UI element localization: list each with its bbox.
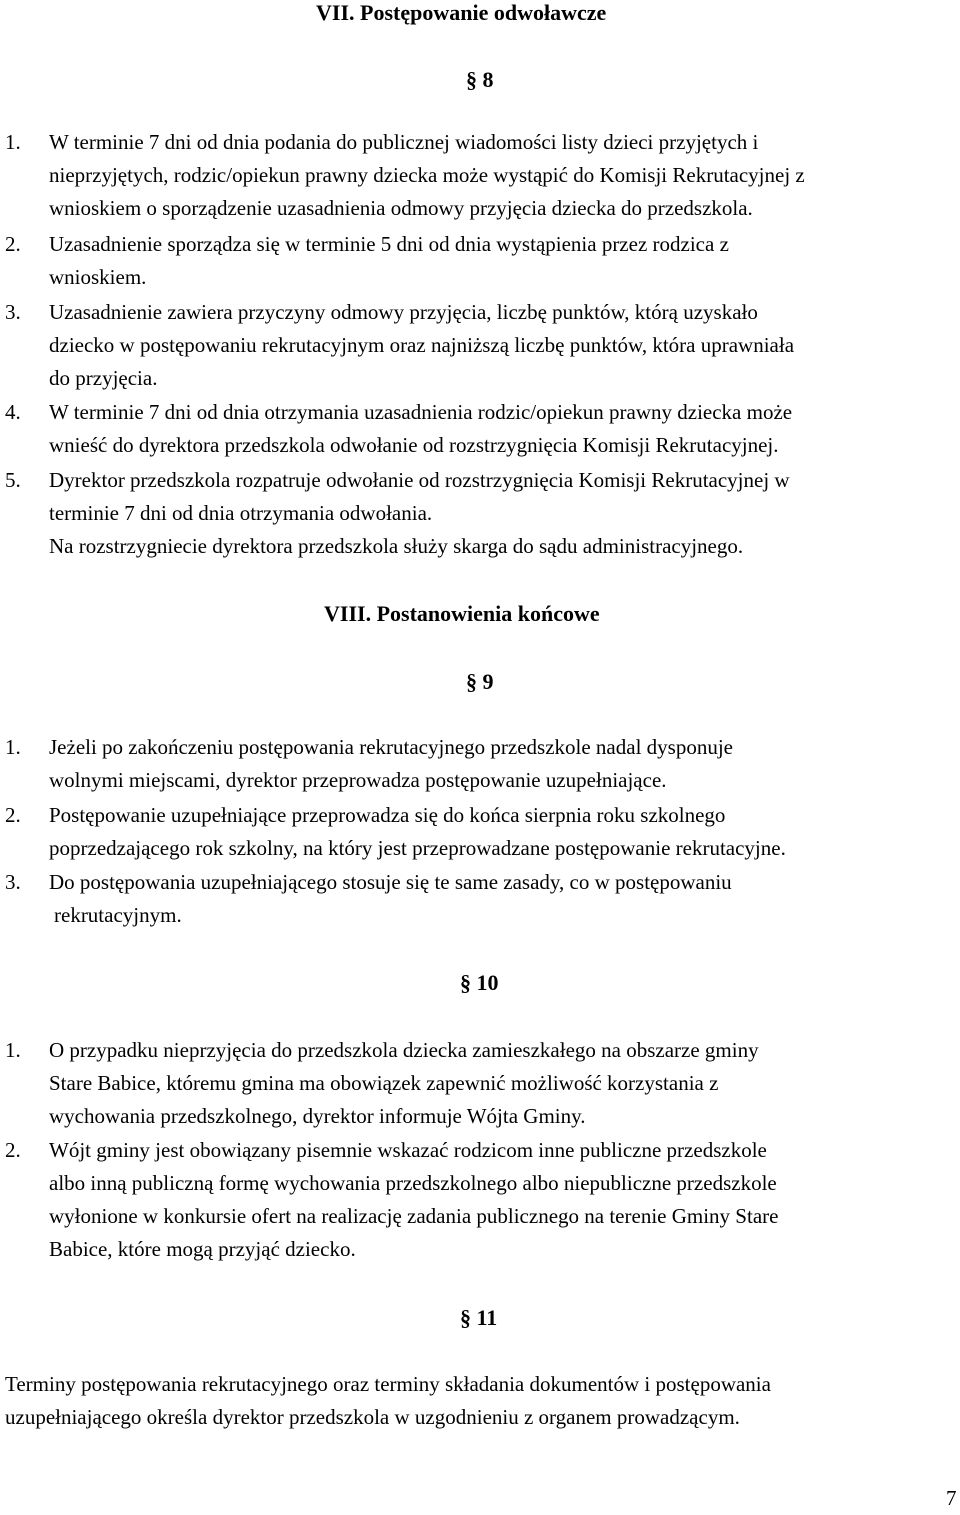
item-number: 5. (5, 468, 21, 492)
paragraph-mark-10: § 10 (460, 970, 499, 995)
item-line: Babice, które mogą przyjąć dziecko. (49, 1237, 356, 1261)
item-line: do przyjęcia. (49, 366, 158, 390)
item-line: nieprzyjętych, rodzic/opiekun prawny dziecka może wystąpić do Komisji Rekrutacyjnej z (49, 163, 805, 187)
paragraph-mark-11: § 11 (460, 1305, 498, 1330)
item-number: 4. (5, 400, 21, 424)
item-line: wyłonione w konkursie ofert na realizację zadania publicznego na terenie Gminy Stare (49, 1204, 779, 1228)
item-number: 1. (5, 130, 21, 154)
item-line: dziecko w postępowaniu rekrutacyjnym oraz najniższą liczbę punktów, która uprawniała (49, 333, 795, 357)
item-line: terminie 7 dni od dnia otrzymania odwołania. (49, 501, 433, 525)
paragraph-mark-9: § 9 (466, 669, 494, 694)
item-line: Uzasadnienie zawiera przyczyny odmowy przyjęcia, liczbę punktów, którą uzyskało (49, 300, 758, 324)
item-line: Na rozstrzygniecie dyrektora przedszkola służy skarga do sądu administracyjnego. (49, 534, 744, 558)
section-title-vii: VII. Postępowanie odwoławcze (316, 0, 607, 25)
item-number: 1. (5, 1038, 21, 1062)
item-line: Jeżeli po zakończeniu postępowania rekrutacyjnego przedszkole nadal dysponuje (49, 735, 733, 759)
item-number: 2. (5, 803, 21, 827)
item-line: Stare Babice, któremu gmina ma obowiązek zapewnić możliwość korzystania z (49, 1071, 719, 1095)
item-number: 3. (5, 300, 21, 324)
item-line: wnioskiem. (49, 265, 147, 289)
item-line: W terminie 7 dni od dnia otrzymania uzasadnienia rodzic/opiekun prawny dziecka może (49, 400, 793, 424)
item-line: Wójt gminy jest obowiązany pisemnie wskazać rodzicom inne publiczne przedszkole (49, 1138, 767, 1162)
page-number: 7 (946, 1486, 957, 1510)
item-line: rekrutacyjnym. (54, 903, 182, 927)
section-11-text (5, 1368, 955, 1434)
item-number: 1. (5, 735, 21, 759)
item-line: O przypadku nieprzyjęcia do przedszkola dziecka zamieszkałego na obszarze gminy (49, 1038, 759, 1062)
item-line: W terminie 7 dni od dnia podania do publicznej wiadomości listy dzieci przyjętych i (49, 130, 759, 154)
item-number: 2. (5, 1138, 21, 1162)
item-line: wnieść do dyrektora przedszkola odwołanie od rozstrzygnięcia Komisji Rekrutacyjnej. (49, 433, 779, 457)
item-line: Postępowanie uzupełniające przeprowadza się do końca sierpnia roku szkolnego (49, 803, 726, 827)
item-line: wolnymi miejscami, dyrektor przeprowadza postępowanie uzupełniające. (49, 768, 667, 792)
item-number: 2. (5, 232, 21, 256)
item-line: albo inną publiczną formę wychowania przedszkolnego albo niepubliczne przedszkole (49, 1171, 777, 1195)
item-line: Uzasadnienie sporządza się w terminie 5 dni od dnia wystąpienia przez rodzica z (49, 232, 729, 256)
section-title-viii: VIII. Postanowienia końcowe (324, 601, 600, 626)
item-line: poprzedzającego rok szkolny, na który jest przeprowadzane postępowanie rekrutacyjne. (49, 836, 786, 860)
item-line: Dyrektor przedszkola rozpatruje odwołanie od rozstrzygnięcia Komisji Rekrutacyjnej w (49, 468, 790, 492)
item-line: wychowania przedszkolnego, dyrektor informuje Wójta Gminy. (49, 1104, 586, 1128)
paragraph-line: Terminy postępowania rekrutacyjnego oraz terminy składania dokumentów i postępowania (5, 1372, 771, 1396)
paragraph-line: uzupełniającego określa dyrektor przedszkola w uzgodnieniu z organem prowadzącym. (5, 1405, 740, 1429)
item-line: wnioskiem o sporządzenie uzasadnienia odmowy przyjęcia dziecka do przedszkola. (49, 196, 753, 220)
paragraph-mark-8: § 8 (466, 67, 494, 92)
item-line: Do postępowania uzupełniającego stosuje się te same zasady, co w postępowaniu (49, 870, 732, 894)
item-number: 3. (5, 870, 21, 894)
